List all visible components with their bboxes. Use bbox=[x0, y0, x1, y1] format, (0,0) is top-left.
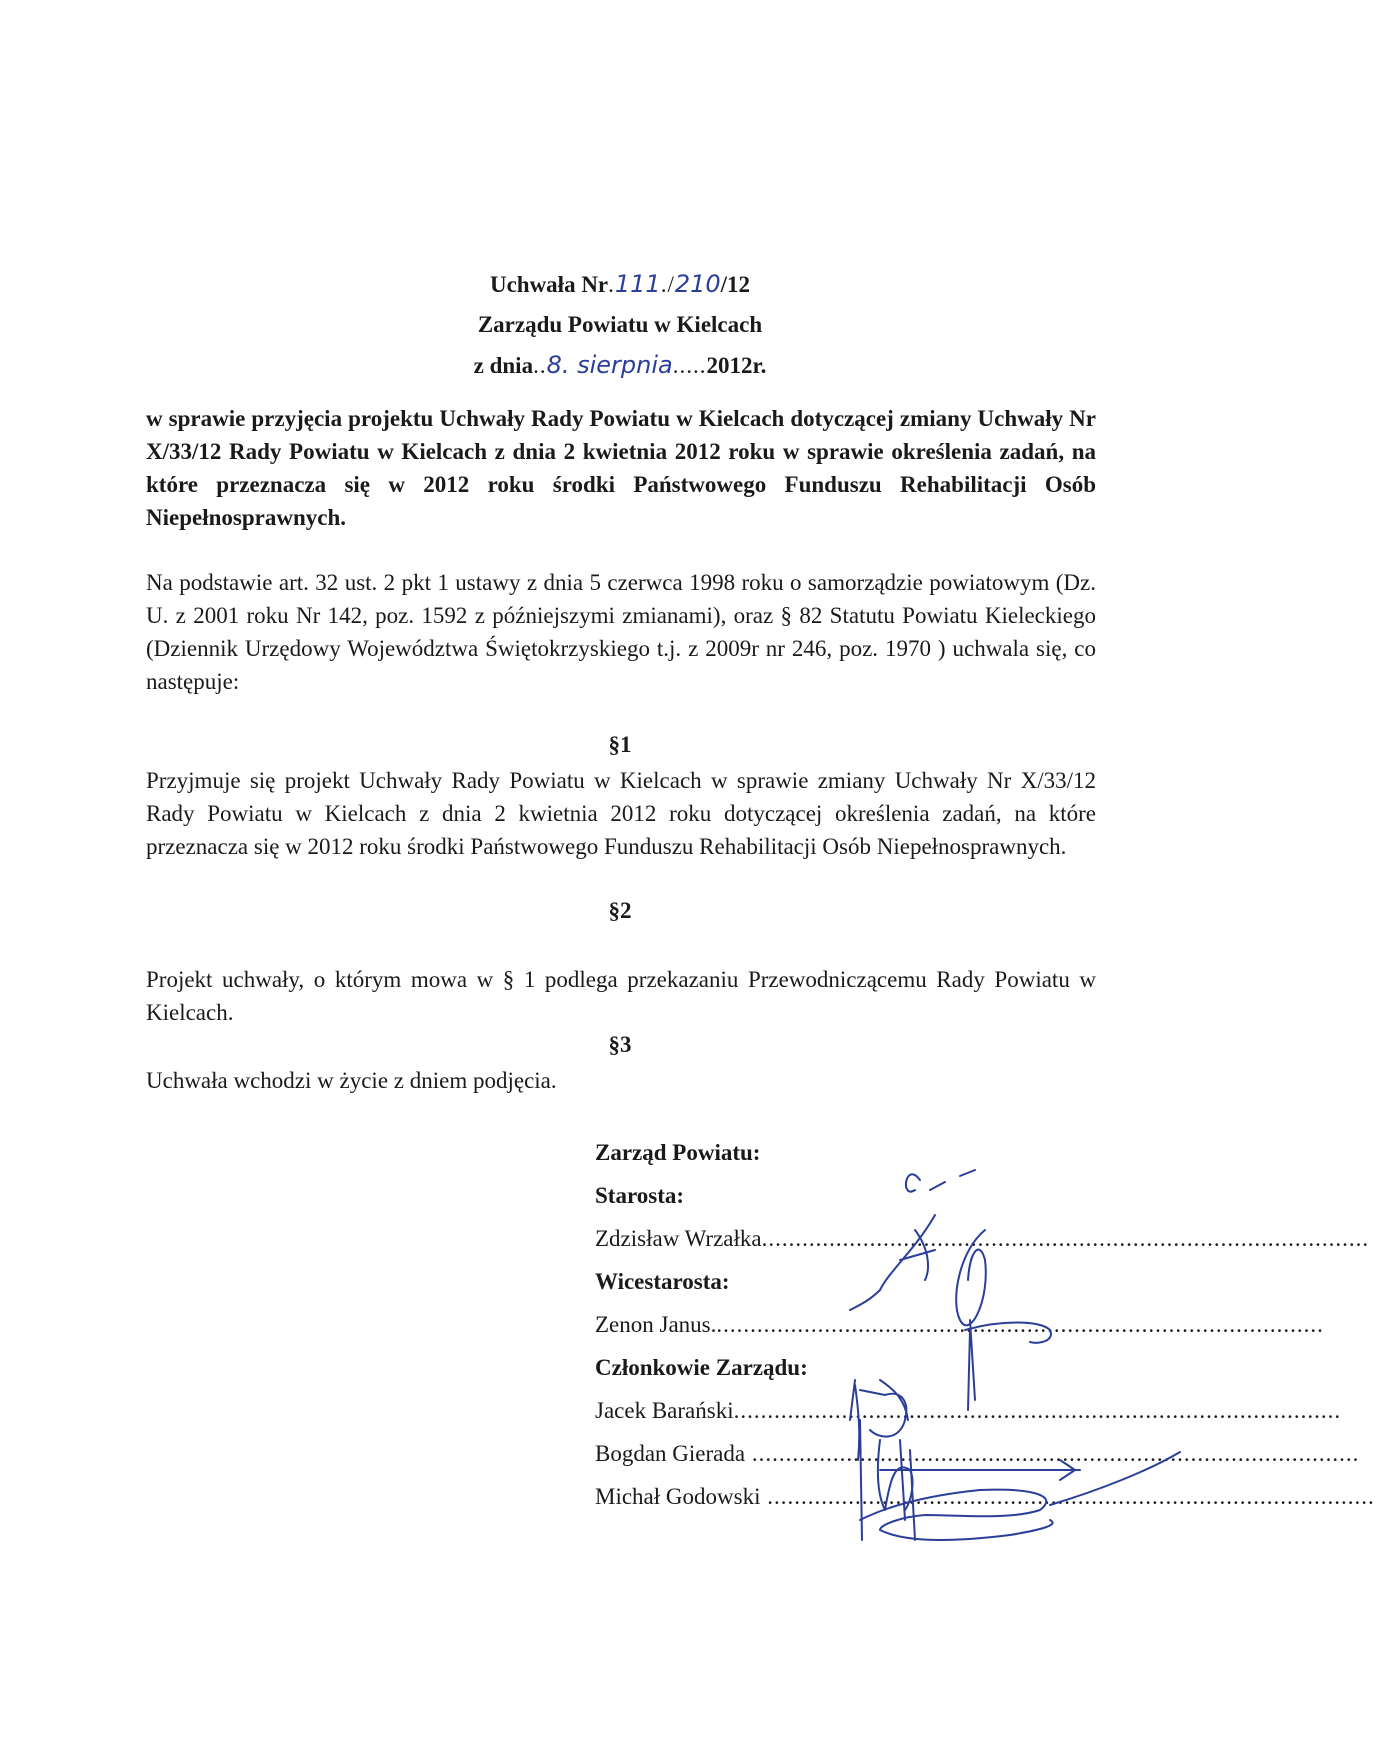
resolution-subject: w sprawie przyjęcia projektu Uchwały Rady Powiatu w Kielcach dotyczącej zmiany Uchwały Nr X/33/12 Rady Powiatu w Kielcach z dnia 2 kwietnia 2012 roku w sprawie określenia zadań, na które przeznacza się w 2012 roku środki Państwowego Funduszu Rehabilitacji Osób Niepełnosprawnych. bbox=[146, 406, 1096, 530]
signature-line: .......................................................................................... bbox=[760, 1484, 1375, 1509]
section-3-mark: §3 bbox=[608, 1032, 632, 1057]
board-title: Zarząd Powiatu: bbox=[595, 1140, 761, 1165]
starosta-row bbox=[595, 1226, 1370, 1252]
resolution-number-label: Uchwała Nr bbox=[489, 272, 609, 297]
resolution-number-line: Uchwała Nr.111./210/12 bbox=[489, 270, 751, 298]
section-1-mark: §1 bbox=[608, 732, 632, 757]
signature-line: .......................................................................................... bbox=[745, 1441, 1360, 1466]
section-3-text: Uchwała wchodzi w życie z dniem podjęcia. bbox=[146, 1068, 557, 1093]
handwritten-date: 8. sierpnia bbox=[546, 351, 673, 379]
resolution-header bbox=[0, 264, 1240, 386]
member-name: Bogdan Gierada bbox=[595, 1441, 746, 1466]
handwritten-number-2: 210 bbox=[674, 270, 721, 298]
starosta-name: Zdzisław Wrzałka bbox=[595, 1226, 762, 1251]
vice-starosta-row bbox=[595, 1312, 1324, 1338]
member-name: Jacek Barański bbox=[595, 1398, 734, 1423]
member-row bbox=[595, 1484, 1375, 1510]
handwritten-number-1: 111 bbox=[614, 270, 661, 298]
section-2-text: Projekt uchwały, o którym mowa w § 1 podlega przekazaniu Przewodniczącemu Rady Powiatu w Kielcach. bbox=[146, 967, 1096, 1025]
signature-line: .......................................................................................... bbox=[733, 1398, 1342, 1423]
section-2-mark: §2 bbox=[608, 898, 632, 923]
date-label: z dnia bbox=[473, 353, 534, 378]
date-year: 2012r. bbox=[706, 353, 767, 378]
legal-basis: Na podstawie art. 32 ust. 2 pkt 1 ustawy z dnia 5 czerwca 1998 roku o samorządzie powiatowym (Dz. U. z 2001 roku Nr 142, poz. 1592 z późniejszymi zmianami), oraz § 82 Statutu Powiatu Kieleckiego (Dziennik Urzędowy Województwa Świętokrzyskiego t.j. z 2009r nr 246, poz. 1970 ) uchwala się, co następuje: bbox=[146, 570, 1096, 694]
board-name-line: Zarządu Powiatu w Kielcach bbox=[477, 312, 763, 337]
members-label: Członkowie Zarządu: bbox=[595, 1355, 808, 1380]
date-line: z dnia..8. sierpnia.....2012r. bbox=[473, 351, 767, 379]
starosta-label: Starosta: bbox=[595, 1183, 685, 1208]
section-1-text: Przyjmuje się projekt Uchwały Rady Powiatu w Kielcach w sprawie zmiany Uchwały Nr X/33/12 Rady Powiatu w Kielcach z dnia 2 kwietnia 2012 roku dotyczącej określenia zadań, na które przeznacza się w 2012 roku środki Państwowego Funduszu Rehabilitacji Osób Niepełnosprawnych. bbox=[146, 768, 1096, 859]
member-row bbox=[595, 1441, 1360, 1467]
signature-line: .......................................................................................... bbox=[716, 1312, 1324, 1337]
member-name: Michał Godowski bbox=[595, 1484, 761, 1509]
vice-starosta-label: Wicestarosta: bbox=[595, 1269, 730, 1294]
signature-line: .......................................................................................... bbox=[761, 1226, 1370, 1251]
vice-starosta-name: Zenon Janus. bbox=[595, 1312, 717, 1337]
member-row bbox=[595, 1398, 1342, 1424]
resolution-year-suffix: /12 bbox=[720, 272, 751, 297]
